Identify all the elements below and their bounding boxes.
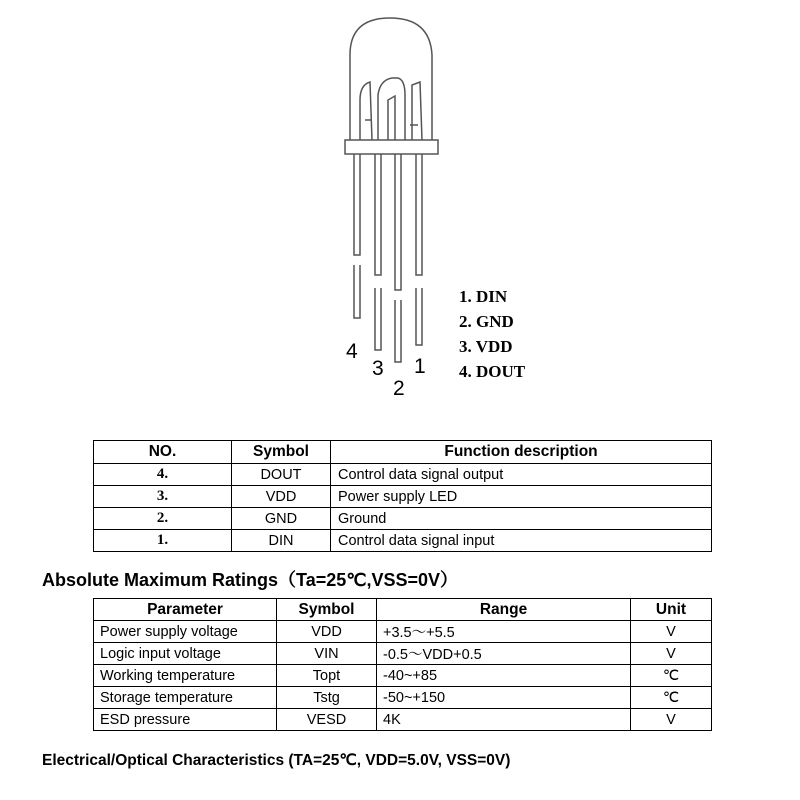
column-header: Symbol <box>232 441 331 464</box>
pin-symbol: DOUT <box>232 464 331 486</box>
pin-number-3: 3 <box>372 357 384 380</box>
absolute-maximum-ratings-table <box>93 598 712 731</box>
parameter-cell: ESD pressure <box>94 709 277 731</box>
table-row <box>94 508 712 530</box>
led-body <box>345 18 438 154</box>
unit-cell: V <box>631 709 712 731</box>
pin-label: 1. DIN <box>459 287 508 306</box>
pin-no: 2. <box>94 508 232 530</box>
column-header: Symbol <box>277 599 377 621</box>
ratings-heading: Absolute Maximum Ratings（Ta=25℃,VSS=0V） <box>42 570 458 590</box>
range-cell: -50~+150 <box>377 687 631 709</box>
table-row <box>94 643 712 665</box>
table-row <box>94 665 712 687</box>
pin-symbol: DIN <box>232 530 331 552</box>
pin-no: 4. <box>94 464 232 486</box>
range-cell: +3.5～+5.5 <box>377 621 631 643</box>
symbol-cell: VIN <box>277 643 377 665</box>
parameter-cell: Working temperature <box>94 665 277 687</box>
table-row <box>94 530 712 552</box>
pin-number-2: 2 <box>393 377 405 400</box>
pin-no: 1. <box>94 530 232 552</box>
column-header: Parameter <box>94 599 277 621</box>
pin-function: Power supply LED <box>331 486 712 508</box>
column-header: Range <box>377 599 631 621</box>
pin-function: Control data signal input <box>331 530 712 552</box>
pin-number-4: 4 <box>346 340 358 363</box>
pin-label: 4. DOUT <box>459 362 526 381</box>
parameter-cell: Power supply voltage <box>94 621 277 643</box>
led-pins <box>354 154 422 362</box>
table-row <box>94 709 712 731</box>
pin-number-1: 1 <box>414 355 426 378</box>
pin-function-table <box>93 440 712 552</box>
column-header: Unit <box>631 599 712 621</box>
table-row <box>94 464 712 486</box>
range-cell: -40~+85 <box>377 665 631 687</box>
table-row <box>94 486 712 508</box>
pin-function: Control data signal output <box>331 464 712 486</box>
symbol-cell: VDD <box>277 621 377 643</box>
pin-no: 3. <box>94 486 232 508</box>
table-row <box>94 621 712 643</box>
electrical-characteristics-heading: Electrical/Optical Characteristics (TA=25℃, VDD=5.0V, VSS=0V) <box>42 752 511 769</box>
column-header: NO. <box>94 441 232 464</box>
table-header-row <box>94 441 712 464</box>
range-cell: -0.5～VDD+0.5 <box>377 643 631 665</box>
unit-cell: V <box>631 643 712 665</box>
table-row <box>94 687 712 709</box>
pin-label: 3. VDD <box>459 337 513 356</box>
unit-cell: ℃ <box>631 687 712 709</box>
symbol-cell: Tstg <box>277 687 377 709</box>
column-header: Function description <box>331 441 712 464</box>
parameter-cell: Logic input voltage <box>94 643 277 665</box>
parameter-cell: Storage temperature <box>94 687 277 709</box>
range-cell: 4K <box>377 709 631 731</box>
unit-cell: V <box>631 621 712 643</box>
unit-cell: ℃ <box>631 665 712 687</box>
pin-label: 2. GND <box>459 312 514 331</box>
pin-function: Ground <box>331 508 712 530</box>
table-header-row <box>94 599 712 621</box>
symbol-cell: Topt <box>277 665 377 687</box>
pin-symbol: GND <box>232 508 331 530</box>
pin-symbol: VDD <box>232 486 331 508</box>
symbol-cell: VESD <box>277 709 377 731</box>
